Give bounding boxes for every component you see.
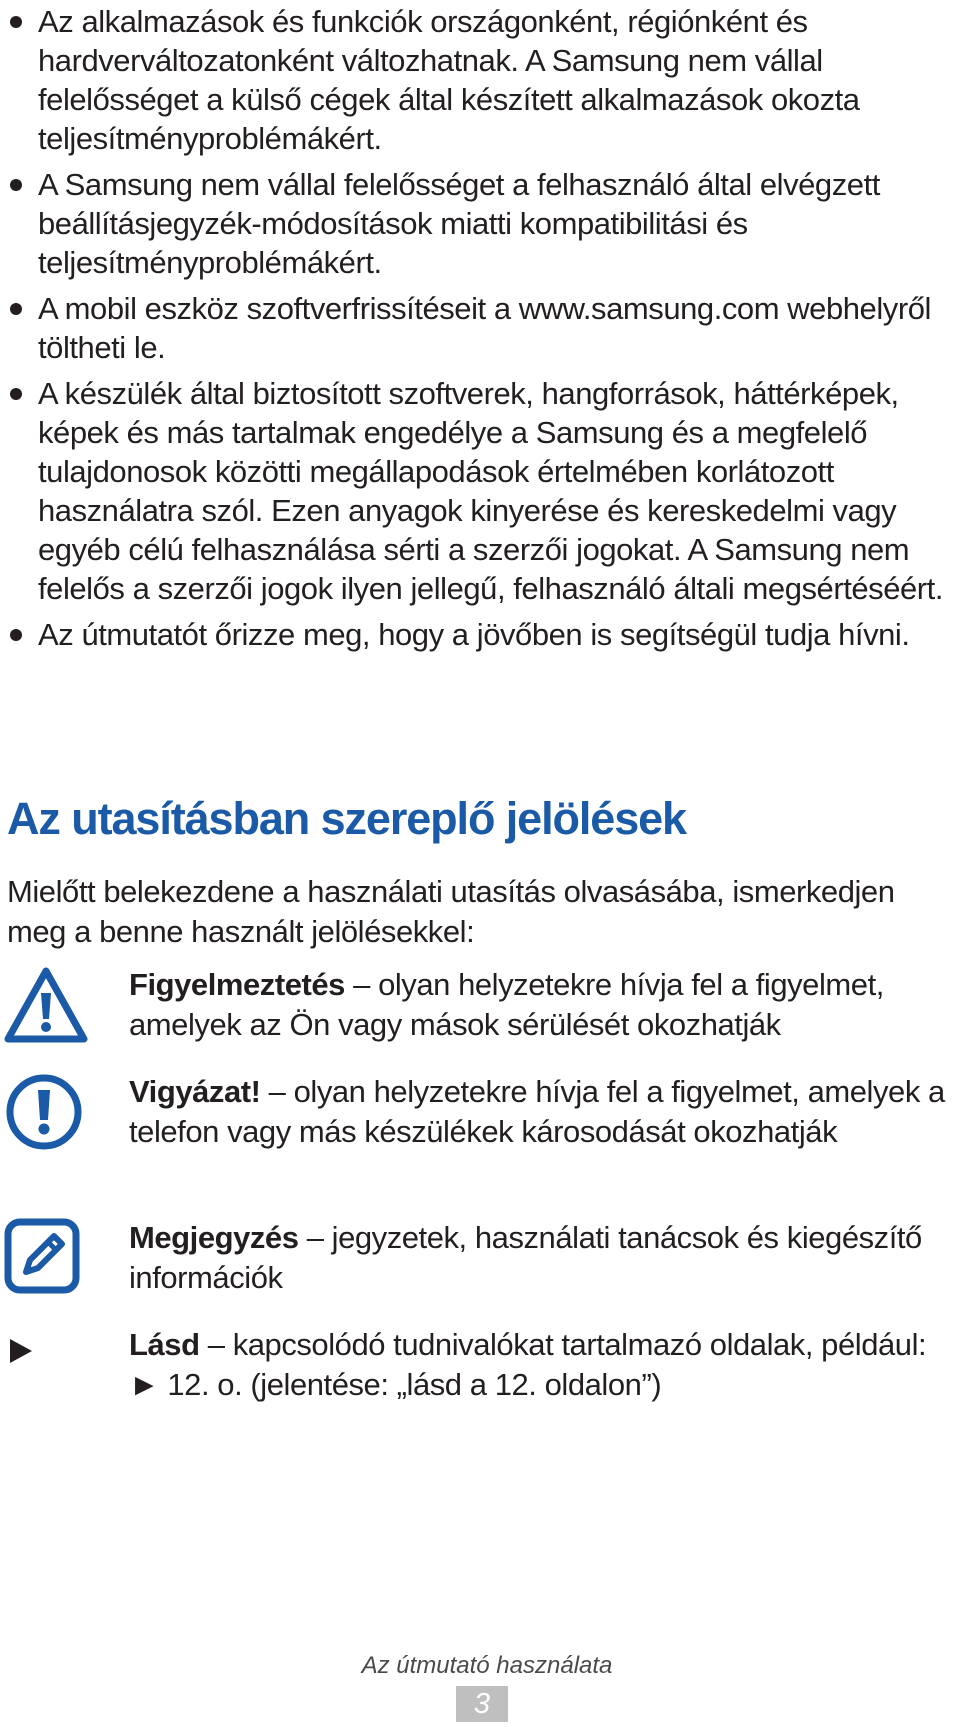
- notice-list: [8, 2, 948, 661]
- bullet-icon: [10, 303, 22, 315]
- list-item-text: A Samsung nem vállal felelősséget a felhasználó által elvégzett beállításjegyzék-módosítások miatti kompatibilitási és teljesítményproblémákért.: [38, 167, 880, 280]
- section-title: Az utasításban szereplő jelölések: [7, 793, 686, 844]
- list-item: [8, 615, 948, 654]
- see-arrow-icon: [8, 1337, 34, 1370]
- list-item-text: Az alkalmazások és funkciók országonként, régiónként és hardverváltozatonként változhatnak. A Samsung nem vállal felelősséget a külső cégek által készített alkalmazások okozta teljesítményproblémákért.: [38, 4, 860, 156]
- legend-text: [129, 1218, 949, 1298]
- bullet-icon: [10, 388, 22, 400]
- legend-description: – olyan helyzetekre hívja fel a figyelmet, amelyek az Ön vagy mások sérülését okozhatják: [129, 967, 884, 1042]
- bullet-icon: [10, 16, 22, 28]
- list-item-text: A mobil eszköz szoftverfrissítéseit a www.samsung.com webhelyről töltheti le.: [38, 291, 931, 365]
- warning-triangle-icon: [4, 967, 88, 1048]
- legend-description: – olyan helyzetekre hívja fel a figyelmet, amelyek a telefon vagy más készülékek károsodását okozhatják: [129, 1074, 945, 1149]
- legend-term: Figyelmeztetés: [129, 967, 345, 1002]
- list-item: [8, 289, 948, 367]
- legend-text: [129, 1325, 949, 1405]
- section-intro: Mielőtt belekezdene a használati utasítás olvasásába, ismerkedjen meg a benne használt jelölésekkel:: [7, 874, 895, 949]
- legend-term: Megjegyzés: [129, 1220, 299, 1255]
- page-number-badge: 3: [456, 1686, 508, 1722]
- footer-section-label: Az útmutató használata: [361, 1652, 613, 1679]
- legend-description: – jegyzetek, használati tanácsok és kiegészítő információk: [129, 1220, 922, 1295]
- legend-text: [129, 965, 949, 1045]
- legend-text: [129, 1072, 949, 1152]
- list-item: [8, 2, 948, 158]
- legend-description: – kapcsolódó tudnivalókat tartalmazó oldalak, például: ► 12. o. (jelentése: „lásd a 12. oldalon”): [129, 1327, 927, 1402]
- legend-term: Vigyázat!: [129, 1074, 261, 1109]
- bullet-icon: [10, 629, 22, 641]
- list-item-text: Az útmutatót őrizze meg, hogy a jövőben is segítségül tudja hívni.: [38, 617, 910, 652]
- caution-circle-icon: [4, 1072, 84, 1157]
- list-item-text: A készülék által biztosított szoftverek, hangforrások, háttérképek, képek és más tartalmak engedélye a Samsung és a megfelelő tulajdonosok közötti megállapodások értelmében korlátozott használatra szól. Ezen anyagok kinyerése és kereskedelmi vagy egyéb célú felhasználása sérti a szerzői jogokat. A Samsung nem felelős a szerzői jogok ilyen jellegű, felhasználó általi megsértéséért.: [38, 376, 943, 606]
- note-pencil-icon: [4, 1218, 80, 1299]
- list-item: [8, 165, 948, 282]
- list-item: [8, 374, 948, 608]
- bullet-icon: [10, 179, 22, 191]
- legend-term: Lásd: [129, 1327, 200, 1362]
